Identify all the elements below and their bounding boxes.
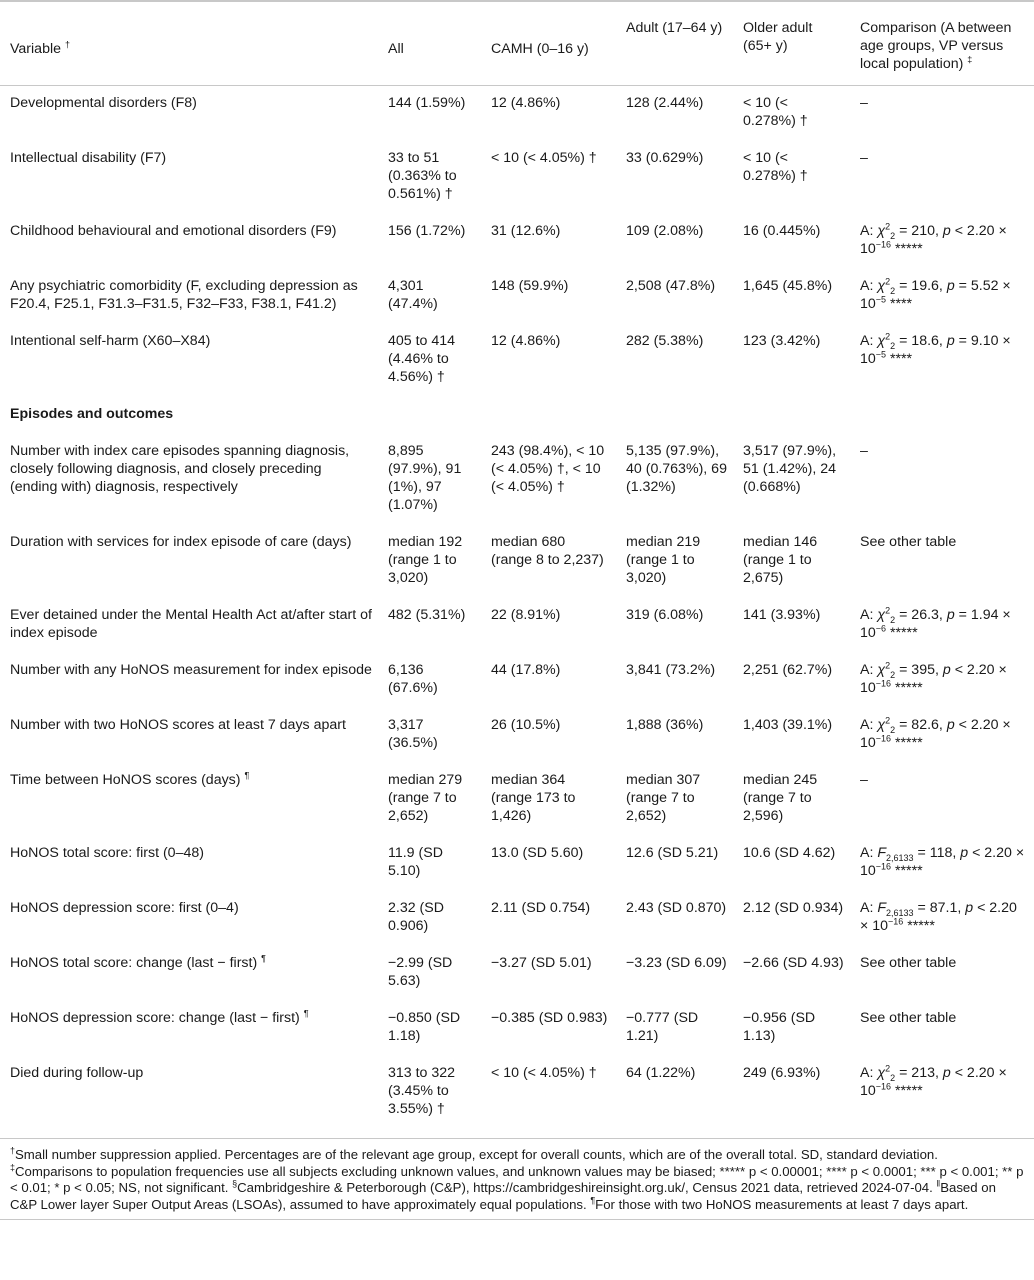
cell-all: 405 to 414 (4.46% to 4.56%) † (388, 333, 456, 385)
cell-all: −2.99 (SD 5.63) (388, 955, 453, 989)
cell-camh: median 680 (range 8 to 2,237) (491, 534, 604, 568)
cell-all: 144 (1.59%) (388, 95, 466, 111)
table-row (0, 653, 1034, 708)
cell-variable: Developmental disorders (F8) (10, 95, 197, 111)
cell-variable: Number with any HoNOS measurement for index episode (10, 662, 372, 678)
cell-camh: −3.27 (SD 5.01) (491, 955, 592, 971)
table-row (0, 891, 1034, 946)
cell-all: 156 (1.72%) (388, 223, 466, 239)
cell-comparison: A: $\chi^2_2 = 82.6$, $p < 2.20 \times 10^{-16}$ ***** (860, 715, 1011, 751)
header-comparison: Comparison (A between age groups, VP versus local population) ‡ (860, 20, 1012, 72)
table-row (0, 86, 1034, 142)
cell-older: 123 (3.42%) (743, 333, 821, 349)
cell-all: median 279 (range 7 to 2,652) (388, 772, 463, 824)
cell-all: 2.32 (SD 0.906) (388, 900, 444, 934)
cell-adult: 109 (2.08%) (626, 223, 704, 239)
cell-all: −0.850 (SD 1.18) (388, 1010, 461, 1044)
table-row (0, 214, 1034, 269)
table-row (0, 324, 1034, 397)
cell-older: −0.956 (SD 1.13) (743, 1010, 816, 1044)
table-row (0, 141, 1034, 214)
cell-camh: 2.11 (SD 0.754) (491, 900, 591, 916)
cell-camh: 26 (10.5%) (491, 717, 561, 733)
cell-older: median 146 (range 1 to 2,675) (743, 534, 818, 586)
table-row (0, 1001, 1034, 1056)
cell-comparison: – (860, 95, 868, 111)
cell-comparison: A: $\chi^2_2 = 210$, $p < 2.20 \times 10^{-16}$ ***** (860, 221, 1007, 257)
cell-all: median 192 (range 1 to 3,020) (388, 534, 463, 586)
cell-variable: Number with index care episodes spanning diagnosis, closely following diagnosis, and closely preceding (ending with) diagnosis, respectively (10, 443, 350, 495)
cell-camh: 12 (4.86%) (491, 333, 561, 349)
header-camh: CAMH (0–16 y) (491, 41, 589, 57)
cell-variable: HoNOS total score: first (0–48) (10, 845, 204, 861)
cell-comparison: A: $\chi^2_2 = 19.6$, $p = 5.52 \times 10^{-5}$ **** (860, 276, 1011, 312)
cell-all: 33 to 51 (0.363% to 0.561%) † (388, 150, 457, 202)
cell-comparison: A: $\chi^2_2 = 26.3$, $p = 1.94 \times 10^{-6}$ ***** (860, 605, 1011, 641)
cell-adult: 12.6 (SD 5.21) (626, 845, 719, 861)
cell-camh: 12 (4.86%) (491, 95, 561, 111)
table-footnote: †Small number suppression applied. Percentages are of the relevant age group, except for overall counts, which are of the overall total. SD, standard deviation. ‡Comparisons to population frequencies use all subjects excluding unknown values, and unknown values may be biased; ***** p < 0.00001; **** p < 0.0001; *** p < 0.001; ** p < 0.01; * p < 0.05; NS, not significant. §Cambridgeshire & Peterborough (C&P), https://cambridgeshireinsight.org.uk/, Census 2021 data, retrieved 2024-07-04. $^ǁ$Based on C&P Lower layer Super Output Areas (LSOAs), assumed to have approximately equal populations. ¶For those with two HoNOS measurements at least 7 days apart. (0, 1138, 1034, 1220)
header-row (0, 1, 1034, 86)
cell-older: 141 (3.93%) (743, 607, 821, 623)
cell-variable: Time between HoNOS scores (days) ¶ (10, 770, 250, 788)
cell-comparison: A: $\chi^2_2 = 213$, $p < 2.20 \times 10^{-16}$ ***** (860, 1063, 1007, 1099)
cell-comparison: – (860, 150, 868, 166)
cell-camh: median 364 (range 173 to 1,426) (491, 772, 576, 824)
cell-adult: 282 (5.38%) (626, 333, 704, 349)
table-row (0, 836, 1034, 891)
cell-adult: median 219 (range 1 to 3,020) (626, 534, 701, 586)
cell-older: < 10 (< 0.278%) † (743, 95, 808, 129)
cell-adult: −3.23 (SD 6.09) (626, 955, 727, 971)
cell-camh: 13.0 (SD 5.60) (491, 845, 584, 861)
cell-all: 313 to 322 (3.45% to 3.55%) † (388, 1065, 456, 1117)
cell-adult: 64 (1.22%) (626, 1065, 696, 1081)
cell-adult: 2.43 (SD 0.870) (626, 900, 727, 916)
cell-all: 6,136 (67.6%) (388, 662, 438, 696)
cell-variable: Number with two HoNOS scores at least 7 days apart (10, 717, 346, 733)
cell-comparison: – (860, 443, 868, 459)
cell-all: 8,895 (97.9%), 91 (1%), 97 (1.07%) (388, 443, 462, 513)
cell-camh: 243 (98.4%), < 10 (< 4.05%) †, < 10 (< 4.05%) † (491, 443, 605, 495)
cell-older: 1,645 (45.8%) (743, 278, 833, 294)
cell-variable: Ever detained under the Mental Health Act at/after start of index episode (10, 607, 372, 641)
table-row (0, 763, 1034, 836)
table-row (0, 598, 1034, 653)
cell-older: 249 (6.93%) (743, 1065, 821, 1081)
cell-older: < 10 (< 0.278%) † (743, 150, 808, 184)
cell-adult: 1,888 (36%) (626, 717, 704, 733)
cell-comparison: – (860, 772, 868, 788)
table-row (0, 434, 1034, 525)
cell-comparison: A: $F_{2,6133} = 87.1$, $p < 2.20 \times 10^{-16}$ ***** (860, 900, 1017, 934)
cell-camh: < 10 (< 4.05%) † (491, 1065, 597, 1081)
header-older: Older adult (65+ y) (743, 20, 813, 54)
cell-variable: Childhood behavioural and emotional disorders (F9) (10, 223, 337, 239)
cell-adult: −0.777 (SD 1.21) (626, 1010, 699, 1044)
section-title: Episodes and outcomes (10, 406, 174, 422)
cell-variable: HoNOS depression score: first (0–4) (10, 900, 239, 916)
header-all: All (388, 41, 404, 57)
cell-camh: < 10 (< 4.05%) † (491, 150, 597, 166)
cell-older: median 245 (range 7 to 2,596) (743, 772, 818, 824)
cell-comparison: See other table (860, 1010, 957, 1026)
cell-comparison: A: $F_{2,6133} = 118$, $p < 2.20 \times 10^{-16}$ ***** (860, 845, 1025, 879)
cell-older: 2.12 (SD 0.934) (743, 900, 844, 916)
cell-variable: Duration with services for index episode of care (days) (10, 534, 352, 550)
cell-adult: 319 (6.08%) (626, 607, 704, 623)
cell-all: 3,317 (36.5%) (388, 717, 438, 751)
cell-camh: 44 (17.8%) (491, 662, 561, 678)
cell-camh: 31 (12.6%) (491, 223, 561, 239)
table-row (0, 708, 1034, 763)
cell-variable: Intentional self-harm (X60–X84) (10, 333, 211, 349)
cell-comparison: See other table (860, 955, 957, 971)
cell-variable: Died during follow-up (10, 1065, 144, 1081)
cell-older: 3,517 (97.9%), 51 (1.42%), 24 (0.668%) (743, 443, 837, 495)
cell-older: 2,251 (62.7%) (743, 662, 833, 678)
double-dagger-mark: ‡ (967, 54, 973, 65)
cell-camh: 148 (59.9%) (491, 278, 569, 294)
cell-older: −2.66 (SD 4.93) (743, 955, 844, 971)
cell-adult: 33 (0.629%) (626, 150, 704, 166)
cell-comparison: A: $\chi^2_2 = 395$, $p < 2.20 \times 10^{-16}$ ***** (860, 660, 1007, 696)
cell-variable: Any psychiatric comorbidity (F, excluding depression as F20.4, F25.1, F31.3–F31.5, F32–F33, F38.1, F41.2) (10, 278, 358, 312)
cell-variable: HoNOS depression score: change (last − first) ¶ (10, 1008, 309, 1026)
cell-older: 16 (0.445%) (743, 223, 821, 239)
section-row (0, 397, 1034, 434)
header-variable: Variable † (10, 39, 70, 57)
header-adult: Adult (17–64 y) (626, 20, 723, 36)
cell-variable: Intellectual disability (F7) (10, 150, 167, 166)
table-row (0, 269, 1034, 324)
cell-adult: 128 (2.44%) (626, 95, 704, 111)
cell-older: 10.6 (SD 4.62) (743, 845, 836, 861)
cell-all: 11.9 (SD 5.10) (388, 845, 443, 879)
cell-all: 4,301 (47.4%) (388, 278, 438, 312)
table-row (0, 946, 1034, 1001)
cell-comparison: See other table (860, 534, 957, 550)
dagger-mark: † (64, 39, 70, 50)
cell-adult: median 307 (range 7 to 2,652) (626, 772, 701, 824)
table-row (0, 525, 1034, 598)
cell-camh: 22 (8.91%) (491, 607, 561, 623)
cell-comparison: A: $\chi^2_2 = 18.6$, $p = 9.10 \times 10^{-5}$ **** (860, 331, 1011, 367)
cell-adult: 2,508 (47.8%) (626, 278, 716, 294)
cell-adult: 5,135 (97.9%), 40 (0.763%), 69 (1.32%) (626, 443, 727, 495)
cell-older: 1,403 (39.1%) (743, 717, 833, 733)
cell-camh: −0.385 (SD 0.983) (491, 1010, 608, 1026)
table-row (0, 1056, 1034, 1132)
cell-all: 482 (5.31%) (388, 607, 466, 623)
cell-variable: HoNOS total score: change (last − first) ¶ (10, 953, 266, 971)
cell-adult: 3,841 (73.2%) (626, 662, 716, 678)
